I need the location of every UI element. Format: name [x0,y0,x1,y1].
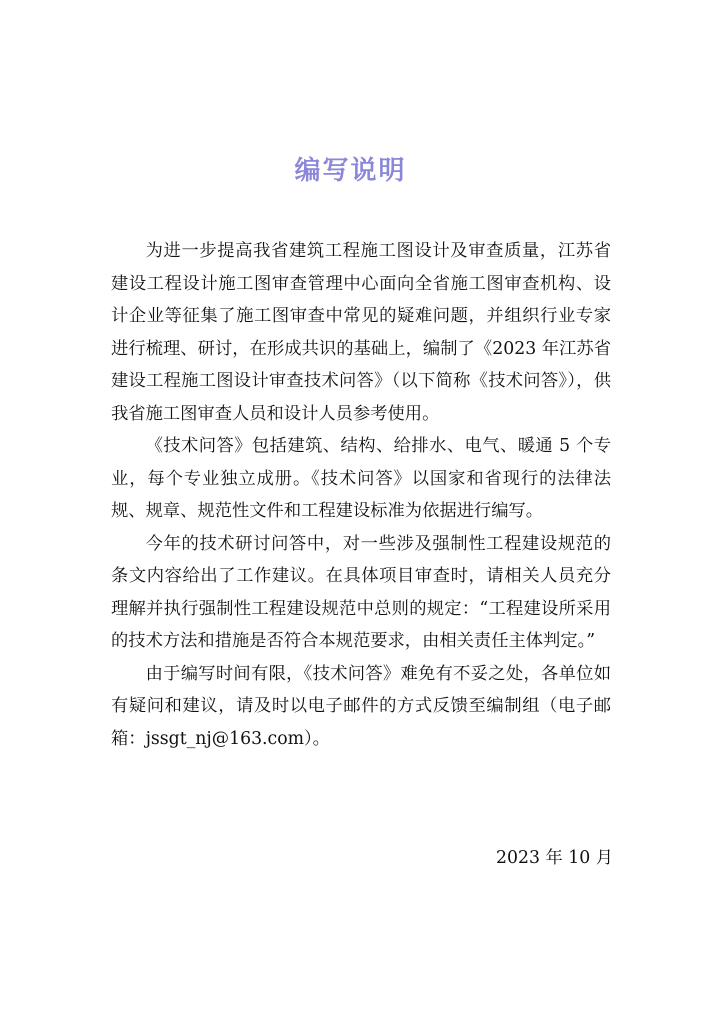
document-date: 2023 年 10 月 [495,848,613,868]
page-title: 编写说明 [294,156,407,186]
paragraph-scope: 《技术问答》包括建筑、结构、给排水、电气、暖通 5 个专业，每个专业独立成册。《技术问答》以国家和省现行的法律法规、规章、规范性文件和工程建设标准为依据进行编写。 [111,436,611,521]
body-text [111,235,611,755]
paragraph-intro: 为进一步提高我省建筑工程施工图设计及审查质量，江苏省建设工程设计施工图审查管理中心面向全省施工图审查机构、设计企业等征集了施工图审查中常见的疑难问题，并组织行业专家进行梳理、研讨，在形成共识的基础上，编制了《2023 年江苏省建设工程施工图设计审查技术问答》（以下简称《技术问答》），供我省施工图审查人员和设计人员参考使用。 [111,241,611,424]
paragraph-suggestion: 今年的技术研讨问答中，对一些涉及强制性工程建设规范的条文内容给出了工作建议。在具体项目审查时，请相关人员充分理解并执行强制性工程建设规范中总则的规定：“工程建设所采用的技术方法和措施是否符合本规范要求，由相关责任主体判定。” [111,533,611,651]
paragraph-feedback: 由于编写时间有限，《技术问答》难免有不妥之处，各单位如有疑问和建议，请及时以电子邮件的方式反馈至编制组（电子邮箱：jssgt_nj@163.com）。 [111,663,611,749]
